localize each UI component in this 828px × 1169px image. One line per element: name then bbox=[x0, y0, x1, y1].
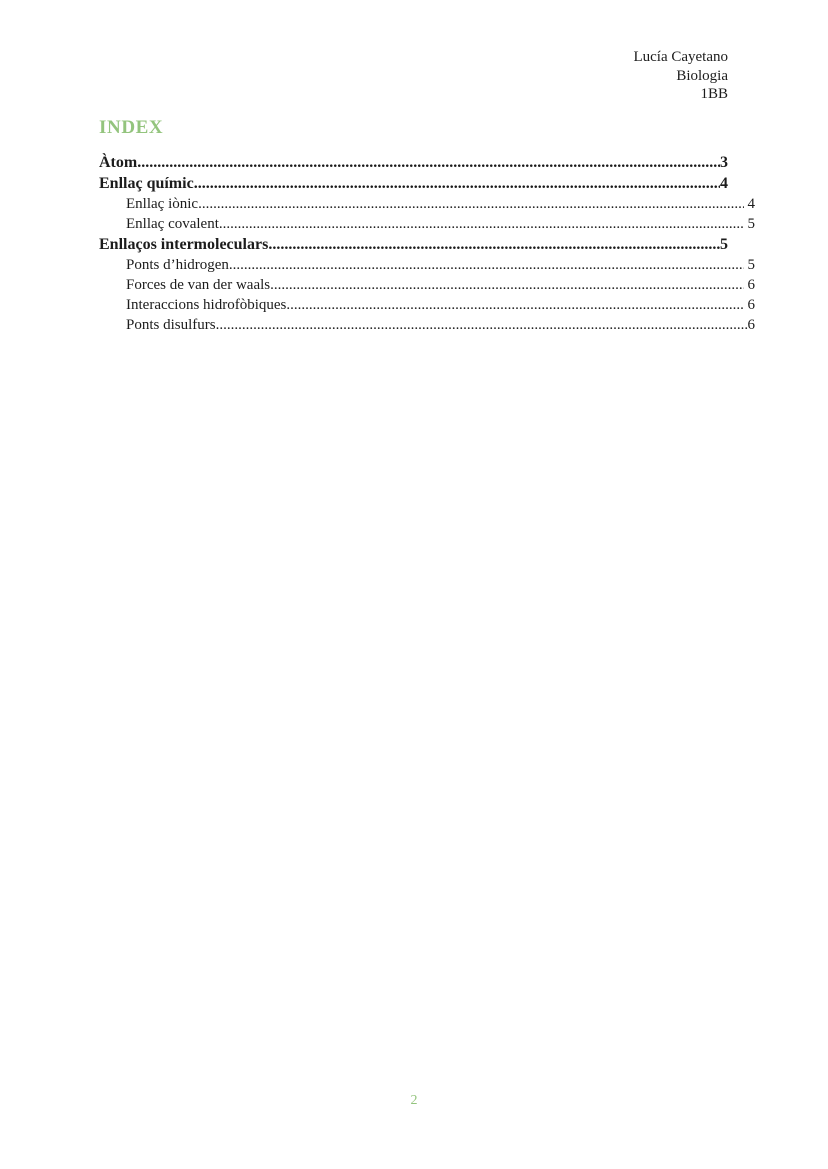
toc-dot-leader bbox=[219, 214, 744, 234]
toc-entry-label: Enllaç químic bbox=[99, 175, 194, 192]
document-header bbox=[633, 48, 728, 104]
toc-entry-page: 6 bbox=[747, 317, 755, 333]
toc-entry[interactable] bbox=[99, 234, 728, 255]
toc-entry[interactable] bbox=[99, 152, 728, 173]
toc-entry[interactable] bbox=[99, 295, 755, 315]
toc-dot-leader bbox=[270, 275, 744, 295]
toc-entry-page: 5 bbox=[720, 236, 728, 253]
toc-entry-page: 5 bbox=[743, 257, 755, 273]
toc-entry-page: 6 bbox=[743, 297, 755, 313]
toc-entry-label: Ponts disulfurs bbox=[126, 317, 216, 333]
toc-entry[interactable] bbox=[99, 275, 755, 295]
toc-entry[interactable] bbox=[99, 194, 755, 214]
toc-dot-leader bbox=[216, 315, 748, 335]
toc-list bbox=[99, 152, 755, 335]
toc-entry-page: 3 bbox=[720, 154, 728, 171]
toc-dot-leader bbox=[229, 255, 744, 275]
toc-entry[interactable] bbox=[99, 255, 755, 275]
toc-entry[interactable] bbox=[99, 214, 755, 234]
page-number: 2 bbox=[410, 1093, 418, 1108]
toc-entry-page: 4 bbox=[743, 196, 755, 212]
toc-entry-label: Enllaç iònic bbox=[126, 196, 199, 212]
toc-entry[interactable] bbox=[99, 173, 728, 194]
header-class-line: 1BB bbox=[700, 86, 728, 102]
toc-entry-label: Forces de van der waals bbox=[126, 277, 271, 293]
header-subject-line: Biologia bbox=[676, 67, 728, 84]
toc-entry-label: Enllaç covalent bbox=[126, 216, 219, 232]
toc-entry-label: Enllaços intermoleculars bbox=[99, 236, 269, 253]
toc-dot-leader bbox=[198, 194, 744, 214]
toc-dot-leader bbox=[194, 173, 720, 194]
toc-entry-page: 4 bbox=[720, 175, 728, 192]
toc-entry-label: Ponts d’hidrogen bbox=[126, 257, 229, 273]
toc-dot-leader bbox=[137, 152, 720, 173]
toc-entry-page: 6 bbox=[743, 277, 755, 293]
toc-dot-leader bbox=[268, 234, 720, 255]
index-title: INDEX bbox=[99, 117, 164, 138]
header-author-line: Lucía Cayetano bbox=[633, 49, 728, 65]
page-footer bbox=[0, 1093, 828, 1109]
toc-dot-leader bbox=[286, 295, 743, 315]
toc-entry-page: 5 bbox=[743, 216, 755, 232]
toc-entry-label: Interaccions hidrofòbiques bbox=[126, 297, 287, 313]
toc-entry-label: Àtom bbox=[99, 154, 138, 171]
toc-entry[interactable] bbox=[99, 315, 755, 335]
